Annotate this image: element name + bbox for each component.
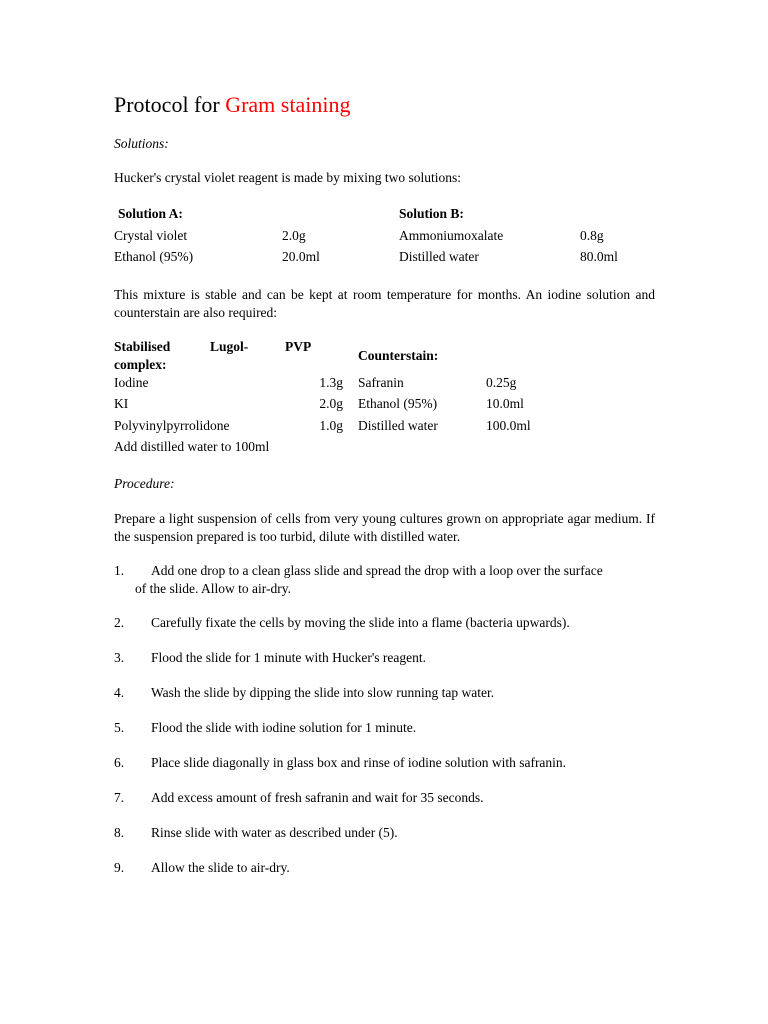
step-text: Add one drop to a clean glass slide and spread the drop with a loop over the surface <box>151 563 603 578</box>
step-number: 2. <box>114 615 125 630</box>
stability-paragraph: This mixture is stable and can be kept at room temperature for months. An iodine solution and counterstain are also required: <box>114 287 655 320</box>
step-number: 3. <box>114 650 125 665</box>
counterstain-heading: Counterstain: <box>358 348 439 363</box>
counterstain-row-amount: 0.25g <box>486 375 517 390</box>
procedure-intro: Prepare a light suspension of cells from very young cultures grown on appropriate agar medium. If the suspension prepared is too turbid, dilute with distilled water. <box>114 511 655 544</box>
step-number: 6. <box>114 755 125 770</box>
solution-b-row-amount: 80.0ml <box>580 249 618 264</box>
step-text: Flood the slide with iodine solution for 1 minute. <box>151 720 417 735</box>
title-prefix: Protocol for <box>114 92 226 117</box>
step-text: Flood the slide for 1 minute with Hucker's reagent. <box>151 650 426 665</box>
title-highlight: Gram staining <box>225 92 351 117</box>
step-text: Rinse slide with water as described under (5). <box>151 825 398 840</box>
step-number: 8. <box>114 825 125 840</box>
solution-b-heading: Solution B: <box>399 206 464 221</box>
lugol-heading-word: Lugol- <box>210 339 249 354</box>
solution-a-row-name: Crystal violet <box>114 228 188 243</box>
solution-b-row-amount: 0.8g <box>580 228 604 243</box>
solution-b-row-name: Distilled water <box>399 249 479 264</box>
lugol-row-name: Iodine <box>114 375 149 390</box>
step-number: 7. <box>114 790 125 805</box>
counterstain-row-amount: 10.0ml <box>486 396 524 411</box>
counterstain-row-name: Distilled water <box>358 418 438 433</box>
page-title <box>114 92 350 118</box>
lugol-note: Add distilled water to 100ml <box>114 439 270 454</box>
lugol-heading-word: PVP <box>285 339 312 354</box>
solution-a-row-amount: 2.0g <box>282 228 306 243</box>
counterstain-row-name: Safranin <box>358 375 404 390</box>
step-text: Allow the slide to air-dry. <box>151 860 290 875</box>
counterstain-row-name: Ethanol (95%) <box>358 396 438 411</box>
solutions-heading: Solutions: <box>114 136 169 151</box>
step-text: Wash the slide by dipping the slide into slow running tap water. <box>151 685 495 700</box>
lugol-row-amount: 1.0g <box>319 418 343 433</box>
step-text: Place slide diagonally in glass box and rinse of iodine solution with safranin. <box>151 755 567 770</box>
intro-text: Hucker's crystal violet reagent is made by mixing two solutions: <box>114 170 461 185</box>
lugol-row-amount: 1.3g <box>319 375 343 390</box>
solution-a-heading: Solution A: <box>118 206 183 221</box>
step-text: of the slide. Allow to air-dry. <box>135 581 291 596</box>
counterstain-row-amount: 100.0ml <box>486 418 531 433</box>
step-number: 1. <box>114 563 125 578</box>
procedure-heading: Procedure: <box>114 476 175 491</box>
lugol-heading-word: complex: <box>114 357 167 372</box>
solution-b-row-name: Ammoniumoxalate <box>399 228 504 243</box>
step-number: 9. <box>114 860 125 875</box>
lugol-heading-word: Stabilised <box>114 339 171 354</box>
lugol-row-amount: 2.0g <box>319 396 343 411</box>
step-number: 5. <box>114 720 125 735</box>
step-number: 4. <box>114 685 125 700</box>
lugol-row-name: Polyvinylpyrrolidone <box>114 418 230 433</box>
solution-a-row-amount: 20.0ml <box>282 249 320 264</box>
step-text: Add excess amount of fresh safranin and wait for 35 seconds. <box>151 790 484 805</box>
solution-a-row-name: Ethanol (95%) <box>114 249 194 264</box>
lugol-row-name: KI <box>114 396 129 411</box>
step-text: Carefully fixate the cells by moving the slide into a flame (bacteria upwards). <box>151 615 570 630</box>
